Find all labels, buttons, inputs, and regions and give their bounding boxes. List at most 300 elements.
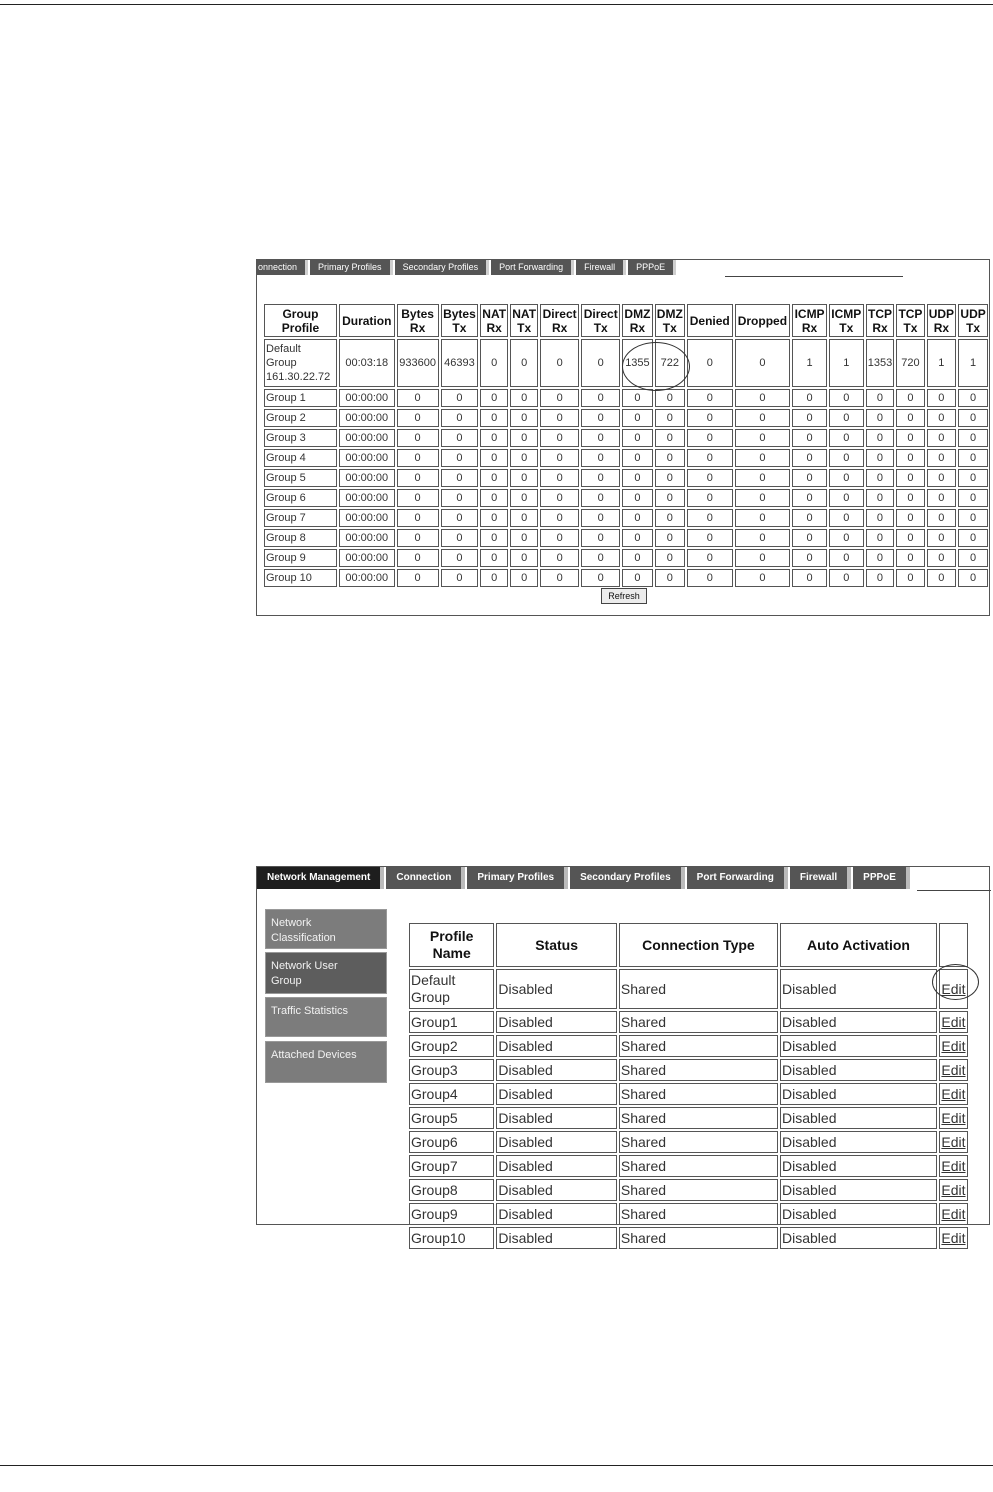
table-cell: 0	[958, 469, 988, 487]
column-header-text: Auto Activation	[807, 936, 910, 953]
column-header	[339, 304, 395, 337]
column-header-text: Bytes	[401, 306, 434, 321]
table-cell: 00:00:00	[339, 409, 395, 427]
table-cell: 0	[622, 469, 652, 487]
table-cell: 00:00:00	[339, 549, 395, 567]
tab-firewall[interactable]: Firewall	[576, 260, 626, 275]
status-cell: Disabled	[496, 1083, 617, 1105]
main-tab-bar	[257, 867, 912, 890]
column-header-text: Status	[535, 936, 579, 953]
table-cell: 0	[927, 469, 957, 487]
edit-link[interactable]: Edit	[939, 1155, 968, 1177]
table-cell: 0	[735, 409, 791, 427]
table-cell: 0	[397, 569, 439, 587]
table-cell: 933600	[397, 339, 439, 387]
column-header	[540, 304, 579, 337]
status-cell: Disabled	[496, 1011, 617, 1033]
table-cell: 0	[866, 569, 895, 587]
group-profile-cell: Group 7	[264, 509, 337, 527]
table-cell: 0	[829, 449, 864, 467]
table-cell: 0	[622, 449, 652, 467]
table-cell: 0	[441, 409, 479, 427]
table-cell: 0	[480, 529, 508, 547]
table-cell: 0	[687, 569, 733, 587]
table-cell: 0	[735, 569, 791, 587]
table-cell: 0	[927, 389, 957, 407]
table-cell: 46393	[441, 339, 479, 387]
table-cell: 0	[480, 449, 508, 467]
auto-activation-cell: Disabled	[780, 969, 937, 1009]
sidebar-item-label: Traffic Statistics	[271, 1005, 349, 1017]
table-cell: 1	[792, 339, 827, 387]
group-profile-cell: Group 6	[264, 489, 337, 507]
table-cell: 0	[581, 549, 620, 567]
column-header-text: DMZ	[624, 306, 651, 321]
table-cell: 0	[792, 549, 827, 567]
table-cell: 0	[540, 429, 579, 447]
table-cell: 0	[927, 489, 957, 507]
auto-activation-cell: Disabled	[780, 1107, 937, 1129]
traffic-statistics-screenshot	[256, 259, 990, 616]
sidebar-item-traffic-statistics[interactable]	[265, 997, 387, 1037]
group-profile-cell: Group 3	[264, 429, 337, 447]
column-header-text: UDP	[928, 306, 955, 321]
table-cell: 0	[655, 389, 685, 407]
table-row	[264, 509, 988, 527]
table-header-row	[264, 304, 988, 337]
table-cell: 0	[397, 489, 439, 507]
table-cell: 0	[622, 529, 652, 547]
table-row	[264, 409, 988, 427]
table-cell: 0	[958, 569, 988, 587]
table-cell: 0	[581, 569, 620, 587]
table-cell: 0	[397, 409, 439, 427]
column-header	[927, 304, 957, 337]
table-cell: 0	[510, 389, 538, 407]
table-cell: 0	[397, 429, 439, 447]
table-cell: 0	[896, 389, 924, 407]
table-cell: 0	[958, 449, 988, 467]
column-header-text: Rx	[801, 320, 818, 335]
table-cell: 0	[655, 529, 685, 547]
table-cell: 0	[510, 339, 538, 387]
table-cell: 0	[792, 569, 827, 587]
status-cell: Disabled	[496, 969, 617, 1009]
table-cell: 0	[866, 549, 895, 567]
table-cell: 0	[441, 389, 479, 407]
column-header-text: NAT	[482, 306, 507, 321]
table-cell: 0	[540, 569, 579, 587]
table-cell: 0	[441, 529, 479, 547]
table-cell: 0	[510, 409, 538, 427]
table-cell: 0	[896, 569, 924, 587]
profile-name-cell: Group5	[409, 1107, 494, 1129]
table-cell: 0	[896, 449, 924, 467]
column-header-text: Profile	[429, 928, 474, 944]
table-cell: 0	[958, 549, 988, 567]
column-header-text: Tx	[966, 320, 981, 335]
profile-name-cell: Group3	[409, 1059, 494, 1081]
table-cell: 0	[480, 569, 508, 587]
column-header	[581, 304, 620, 337]
column-header-text: ICMP	[794, 306, 825, 321]
column-header	[397, 304, 439, 337]
column-header-text: Denied	[689, 313, 730, 328]
column-header-text: Rx	[629, 320, 646, 335]
column-header-text: Profile	[281, 320, 320, 335]
column-header	[441, 304, 479, 337]
tab-secondary-profiles[interactable]: Secondary Profiles	[570, 867, 685, 889]
edit-link[interactable]: Edit	[939, 1059, 968, 1081]
table-cell: 0	[866, 469, 895, 487]
table-cell: 0	[829, 569, 864, 587]
column-header	[655, 304, 685, 337]
network-user-group-screenshot	[256, 866, 990, 1246]
table-cell: 0	[735, 489, 791, 507]
table-cell: 0	[480, 469, 508, 487]
table-cell: 0	[687, 549, 733, 567]
table-cell: 0	[397, 529, 439, 547]
edit-link[interactable]: Edit	[939, 1179, 968, 1201]
table-cell: 0	[792, 389, 827, 407]
auto-activation-cell: Disabled	[780, 1203, 937, 1225]
profile-name-cell: Group2	[409, 1035, 494, 1057]
table-cell: 0	[655, 509, 685, 527]
column-header-text: Tx	[903, 320, 918, 335]
table-cell: 0	[896, 489, 924, 507]
profile-name-cell: Group10	[409, 1227, 494, 1249]
connection-type-cell: Shared	[619, 1131, 778, 1153]
group-profile-text: Group	[266, 357, 297, 369]
column-header-text: Duration	[342, 313, 392, 328]
table-cell: 0	[792, 429, 827, 447]
table-row	[409, 1155, 968, 1177]
table-cell: 0	[866, 529, 895, 547]
table-cell: 0	[581, 429, 620, 447]
table-cell: 0	[581, 529, 620, 547]
tab-pppoe[interactable]: PPPoE	[628, 260, 676, 275]
table-row	[409, 1107, 968, 1129]
table-row	[409, 1203, 968, 1225]
table-row	[409, 1011, 968, 1033]
status-cell: Disabled	[496, 1059, 617, 1081]
status-cell: Disabled	[496, 1179, 617, 1201]
connection-type-cell: Shared	[619, 969, 778, 1009]
edit-link[interactable]: Edit	[939, 1035, 968, 1057]
table-cell: 0	[510, 489, 538, 507]
table-cell: 0	[687, 529, 733, 547]
table-cell: 722	[655, 339, 685, 387]
connection-type-cell: Shared	[619, 1227, 778, 1249]
table-cell: 00:03:18	[339, 339, 395, 387]
table-cell: 0	[581, 509, 620, 527]
sidebar-item-network-user-group[interactable]	[265, 952, 387, 994]
table-cell: 0	[441, 449, 479, 467]
table-row	[264, 489, 988, 507]
network-user-group-table	[407, 921, 970, 1251]
table-cell: 0	[622, 429, 652, 447]
status-cell: Disabled	[496, 1131, 617, 1153]
table-cell: 0	[896, 529, 924, 547]
column-header-text: Tx	[452, 320, 467, 335]
column-header	[480, 304, 508, 337]
table-cell: 0	[540, 509, 579, 527]
auto-activation-cell: Disabled	[780, 1179, 937, 1201]
highlight-circle	[622, 342, 690, 391]
table-cell: 0	[896, 549, 924, 567]
auto-activation-cell: Disabled	[780, 1059, 937, 1081]
table-cell: 0	[927, 549, 957, 567]
table-cell: 0	[829, 529, 864, 547]
table-cell: 0	[927, 569, 957, 587]
table-cell: 0	[540, 389, 579, 407]
table-cell: 0	[480, 509, 508, 527]
stats-tab-bar	[257, 260, 678, 276]
tab-pppoe[interactable]: PPPoE	[853, 867, 910, 889]
sidebar-item-label: Classification	[271, 932, 336, 944]
table-cell: 0	[581, 489, 620, 507]
table-cell: 0	[581, 339, 620, 387]
tab-network-management[interactable]: Network Management	[257, 867, 384, 889]
profile-name-cell: Group9	[409, 1203, 494, 1225]
table-row	[264, 469, 988, 487]
profile-name-cell	[409, 969, 494, 1009]
column-header-text: NAT	[512, 306, 537, 321]
table-cell: 0	[927, 529, 957, 547]
column-header	[264, 304, 337, 337]
top-rule	[0, 4, 993, 5]
group-profile-cell: Group 2	[264, 409, 337, 427]
sidebar-item-network-classification[interactable]	[265, 909, 387, 949]
table-cell: 0	[792, 469, 827, 487]
table-row	[264, 529, 988, 547]
column-header	[622, 304, 652, 337]
column-header-text: Rx	[933, 320, 950, 335]
table-cell: 0	[480, 389, 508, 407]
table-row	[409, 1059, 968, 1081]
tab-primary-profiles[interactable]: Primary Profiles	[310, 260, 393, 275]
table-cell: 0	[510, 449, 538, 467]
table-row	[264, 389, 988, 407]
column-header-text: UDP	[960, 306, 986, 321]
table-cell: 00:00:00	[339, 449, 395, 467]
table-cell: 0	[829, 429, 864, 447]
table-cell: 0	[441, 509, 479, 527]
table-cell: 0	[792, 529, 827, 547]
table-row	[409, 1179, 968, 1201]
table-cell: 0	[655, 549, 685, 567]
table-cell: 0	[480, 429, 508, 447]
tab-bar-underline	[725, 276, 903, 277]
edit-link[interactable]: Edit	[939, 1011, 968, 1033]
profile-name-cell: Group4	[409, 1083, 494, 1105]
table-cell: 0	[958, 489, 988, 507]
column-header-text: Tx	[662, 320, 677, 335]
profile-name-cell: Group7	[409, 1155, 494, 1177]
table-cell: 0	[540, 449, 579, 467]
column-header	[939, 923, 968, 967]
table-cell: 0	[397, 549, 439, 567]
table-cell: 0	[866, 509, 895, 527]
table-cell: 0	[958, 429, 988, 447]
group-profile-cell: Group 8	[264, 529, 337, 547]
edit-link[interactable]: Edit	[939, 1107, 968, 1129]
column-header-text: Direct	[583, 306, 618, 321]
edit-link[interactable]: Edit	[939, 1131, 968, 1153]
table-cell: 0	[622, 569, 652, 587]
table-cell: 0	[581, 469, 620, 487]
table-row	[409, 1035, 968, 1057]
profile-name-text: Default	[411, 972, 456, 988]
table-cell: 0	[622, 489, 652, 507]
column-header-text: ICMP	[831, 306, 862, 321]
column-header	[496, 923, 617, 967]
table-cell: 0	[655, 569, 685, 587]
group-profile-text: Default	[266, 343, 301, 355]
column-header	[829, 304, 864, 337]
group-profile-cell: Group 10	[264, 569, 337, 587]
tab-onnection[interactable]: onnection	[257, 260, 308, 275]
auto-activation-cell: Disabled	[780, 1155, 937, 1177]
edit-link[interactable]: Edit	[939, 1083, 968, 1105]
tab-connection[interactable]: Connection	[386, 867, 465, 889]
table-cell: 0	[655, 409, 685, 427]
column-header	[619, 923, 778, 967]
column-header-text: Rx	[551, 320, 568, 335]
connection-type-cell: Shared	[619, 1203, 778, 1225]
column-header-text: Connection Type	[642, 936, 755, 953]
connection-type-cell: Shared	[619, 1107, 778, 1129]
column-header	[958, 304, 988, 337]
table-cell: 0	[866, 449, 895, 467]
table-cell: 0	[735, 429, 791, 447]
table-cell: 0	[540, 549, 579, 567]
table-cell: 0	[687, 389, 733, 407]
table-cell: 0	[866, 429, 895, 447]
table-cell: 0	[958, 529, 988, 547]
table-cell: 0	[829, 509, 864, 527]
auto-activation-cell: Disabled	[780, 1227, 937, 1249]
table-cell: 0	[829, 469, 864, 487]
table-cell: 1	[958, 339, 988, 387]
tab-primary-profiles[interactable]: Primary Profiles	[467, 867, 568, 889]
table-cell: 0	[687, 489, 733, 507]
table-cell: 0	[581, 409, 620, 427]
column-header-text: Tx	[593, 320, 608, 335]
connection-type-cell: Shared	[619, 1083, 778, 1105]
table-cell: 0	[687, 429, 733, 447]
column-header-text: Rx	[486, 320, 502, 335]
column-header	[409, 923, 494, 967]
table-cell: 0	[441, 569, 479, 587]
group-profile-cell: Group 4	[264, 449, 337, 467]
column-header-text: Rx	[409, 320, 426, 335]
tab-firewall[interactable]: Firewall	[790, 867, 851, 889]
column-header	[687, 304, 733, 337]
refresh-button[interactable]: Refresh	[601, 588, 647, 604]
tab-bar-underline	[917, 890, 991, 891]
bottom-rule	[0, 1465, 993, 1466]
table-cell: 0	[441, 489, 479, 507]
sidebar-item-label: Network	[271, 917, 312, 929]
edit-link[interactable]: Edit	[939, 1203, 968, 1225]
table-cell: 0	[927, 449, 957, 467]
table-cell: 1355	[622, 339, 652, 387]
table-cell: 0	[792, 509, 827, 527]
table-cell: 0	[655, 449, 685, 467]
table-cell: 0	[687, 469, 733, 487]
table-cell: 0	[397, 509, 439, 527]
table-row	[264, 549, 988, 567]
table-row	[409, 1227, 968, 1249]
table-cell: 0	[829, 389, 864, 407]
column-header-text: Tx	[517, 320, 532, 335]
table-cell: 0	[735, 469, 791, 487]
table-cell: 0	[540, 489, 579, 507]
table-cell: 0	[735, 449, 791, 467]
column-header-text: Dropped	[737, 313, 788, 328]
group-profile-cell: Group 1	[264, 389, 337, 407]
table-header-row	[409, 923, 968, 967]
connection-type-cell: Shared	[619, 1155, 778, 1177]
column-header-text: Tx	[839, 320, 854, 335]
auto-activation-cell: Disabled	[780, 1011, 937, 1033]
connection-type-cell: Shared	[619, 1011, 778, 1033]
table-row	[264, 429, 988, 447]
column-header-text: Group	[282, 306, 319, 321]
group-profile-text: 161.30.22.72	[266, 371, 331, 383]
table-cell: 00:00:00	[339, 569, 395, 587]
column-header-text: Name	[432, 945, 471, 961]
profile-name-cell: Group8	[409, 1179, 494, 1201]
edit-link[interactable]: Edit	[939, 969, 968, 1009]
table-cell: 0	[927, 429, 957, 447]
table-cell: 0	[896, 509, 924, 527]
table-cell: 0	[540, 469, 579, 487]
column-header	[792, 304, 827, 337]
connection-type-cell: Shared	[619, 1059, 778, 1081]
table-cell: 0	[927, 409, 957, 427]
table-cell: 0	[655, 489, 685, 507]
table-cell: 0	[441, 549, 479, 567]
column-header	[735, 304, 791, 337]
table-cell: 00:00:00	[339, 469, 395, 487]
table-cell: 0	[735, 339, 791, 387]
table-cell: 0	[480, 409, 508, 427]
tab-secondary-profiles[interactable]: Secondary Profiles	[395, 260, 490, 275]
edit-link[interactable]: Edit	[939, 1227, 968, 1249]
sidebar-item-label: Attached Devices	[271, 1049, 357, 1061]
table-row	[409, 1131, 968, 1153]
table-cell: 0	[896, 409, 924, 427]
table-cell: 0	[735, 549, 791, 567]
table-cell: 0	[622, 509, 652, 527]
column-header	[866, 304, 895, 337]
table-cell: 0	[397, 469, 439, 487]
auto-activation-cell: Disabled	[780, 1083, 937, 1105]
table-cell: 0	[397, 389, 439, 407]
highlight-circle	[932, 964, 979, 1000]
table-cell: 0	[792, 449, 827, 467]
tab-port-forwarding[interactable]: Port Forwarding	[491, 260, 574, 275]
column-header-text: Direct	[542, 306, 577, 321]
table-cell: 0	[687, 339, 733, 387]
table-cell: 0	[735, 509, 791, 527]
column-header	[510, 304, 538, 337]
sidebar-item-attached-devices[interactable]	[265, 1041, 387, 1083]
table-cell: 0	[687, 509, 733, 527]
tab-port-forwarding[interactable]: Port Forwarding	[687, 867, 788, 889]
